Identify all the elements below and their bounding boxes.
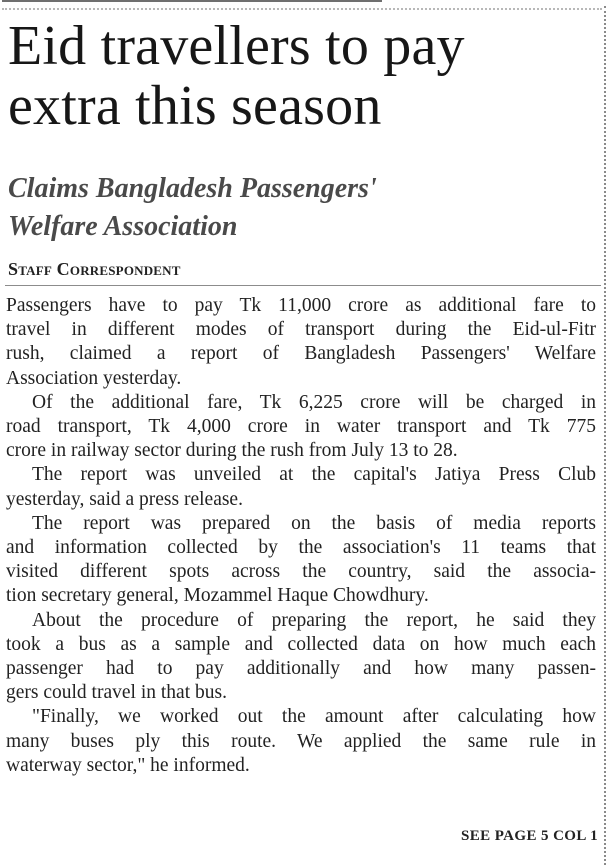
text-line: tion secretary general, Mozammel Haque Chowdhury.	[6, 585, 429, 607]
text-line: many buses ply this route. We applied the same rule in	[6, 730, 596, 752]
paragraph	[6, 705, 596, 778]
text-line: rush, claimed a report of Bangladesh Passengers' Welfare	[6, 343, 596, 365]
byline-divider	[5, 285, 601, 286]
headline	[8, 16, 602, 136]
text-line: Of the additional fare, Tk 6,225 crore will be charged in	[32, 391, 596, 413]
continuation-note: SEE PAGE 5 COL 1	[461, 828, 598, 844]
text-line: visited different spots across the country, said the associa-	[6, 561, 596, 583]
paragraph	[6, 391, 596, 464]
text-line: yesterday, said a press release.	[6, 488, 243, 510]
text-line: waterway sector," he informed.	[6, 754, 250, 776]
subheadline-line: Welfare Association	[8, 211, 238, 242]
text-line: travel in different modes of transport during the Eid-ul-Fitr	[6, 319, 596, 341]
text-line: About the procedure of preparing the report, he said they	[32, 609, 596, 631]
paragraph	[6, 294, 596, 391]
top-border-rule	[2, 0, 602, 10]
subheadline-line: Claims Bangladesh Passengers'	[8, 173, 377, 204]
text-line: Association yesterday.	[6, 367, 182, 389]
paragraph	[6, 463, 596, 511]
headline-line: extra this season	[8, 75, 382, 137]
subheadline	[8, 170, 598, 246]
text-line: Passengers have to pay Tk 11,000 crore as additional fare to	[6, 295, 596, 316]
paragraph	[6, 512, 596, 609]
text-line: and information collected by the association's 11 teams that	[6, 537, 596, 559]
text-line: The report was unveiled at the capital's Jatiya Press Club	[32, 464, 596, 486]
text-line: passenger had to pay additionally and how many passen-	[6, 658, 596, 680]
headline-line: Eid travellers to pay	[8, 15, 465, 77]
paragraph	[6, 609, 596, 706]
text-line: "Finally, we worked out the amount after calculating how	[32, 706, 596, 728]
text-line: road transport, Tk 4,000 crore in water transport and Tk 775	[6, 416, 596, 438]
text-line: crore in railway sector during the rush from July 13 to 28.	[6, 440, 458, 462]
text-line: gers could travel in that bus.	[6, 682, 227, 704]
text-line: The report was prepared on the basis of media reports	[32, 512, 596, 534]
byline: Staff Correspondent	[8, 259, 181, 279]
column-divider-rule	[604, 6, 606, 865]
article-body	[6, 294, 596, 778]
text-line: took a bus as a sample and collected data on how much each	[6, 633, 596, 655]
